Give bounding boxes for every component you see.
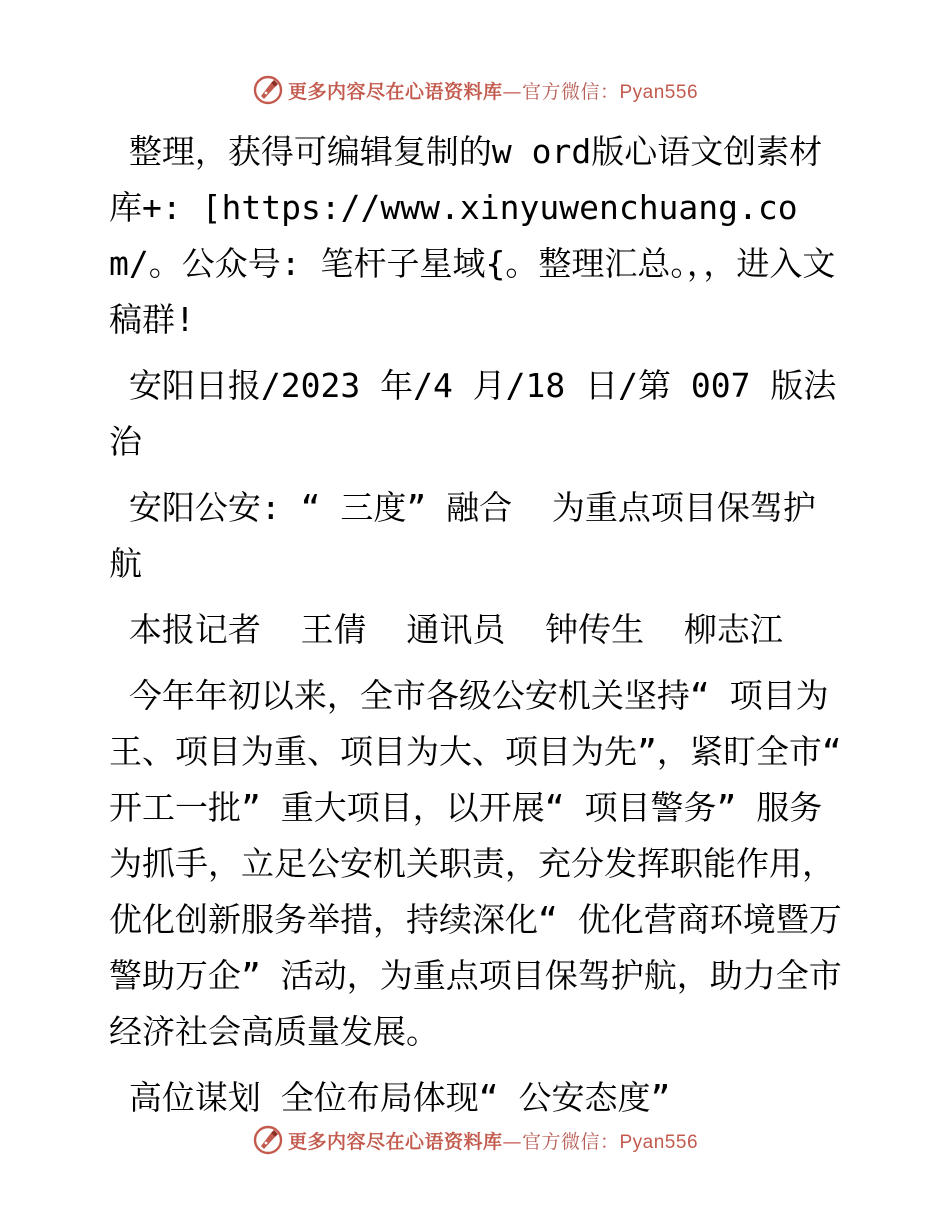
watermark-main-text: 更多内容尽在心语资料库 [287,1130,503,1153]
watermark-sub-text: 官方微信： [521,80,620,103]
source-line: 安阳日报/2023 年/4 月/18 日/第 007 版法治 [109,366,837,461]
pen-nib-logo-icon [252,1124,284,1156]
watermark-dash: — [502,80,522,103]
pen-nib-logo-icon [252,74,284,106]
header-watermark [0,72,950,108]
watermark-text [288,1127,698,1154]
watermark-dash: — [502,1130,522,1153]
body-paragraph: 今年年初以来，全市各级公安机关坚持“ 项目为王、项目为重、项目为大、项目为先”，紧盯全市“ 开工一批” 重大项目，以开展“ 项目警务” 服务为抓手，立足公安机关职责，充分发挥职能作用，优化创新服务举措，持续深化“ 优化营商环境暨万警助万企” 活动，为重点项目保驾护航，助力全市经济社会高质量发展。 [109,676,862,1051]
document-content [97,124,862,1136]
byline: 本报记者 王倩 通讯员 钟传生 柳志江 [109,610,783,649]
watermark-wechat-id: Pyan556 [619,81,699,103]
watermark-text [288,77,698,104]
watermark-sub-text: 官方微信： [521,1130,620,1153]
watermark-main-text: 更多内容尽在心语资料库 [287,80,503,103]
article-headline: 安阳公安: “ 三度” 融合 为重点项目保驾护航 [109,488,816,583]
section-subheading: 高位谋划 全位布局体现“ 公安态度” [109,1078,671,1117]
intro-paragraph: 整理，获得可编辑复制的w ord版心语文创素材库+: [https://www.xinyuwenchuang.com/。公众号: 笔杆子星域{。整理汇总。，，进入文稿群! [109,132,836,339]
watermark-wechat-id: Pyan556 [619,1131,699,1153]
footer-watermark [0,1122,950,1158]
